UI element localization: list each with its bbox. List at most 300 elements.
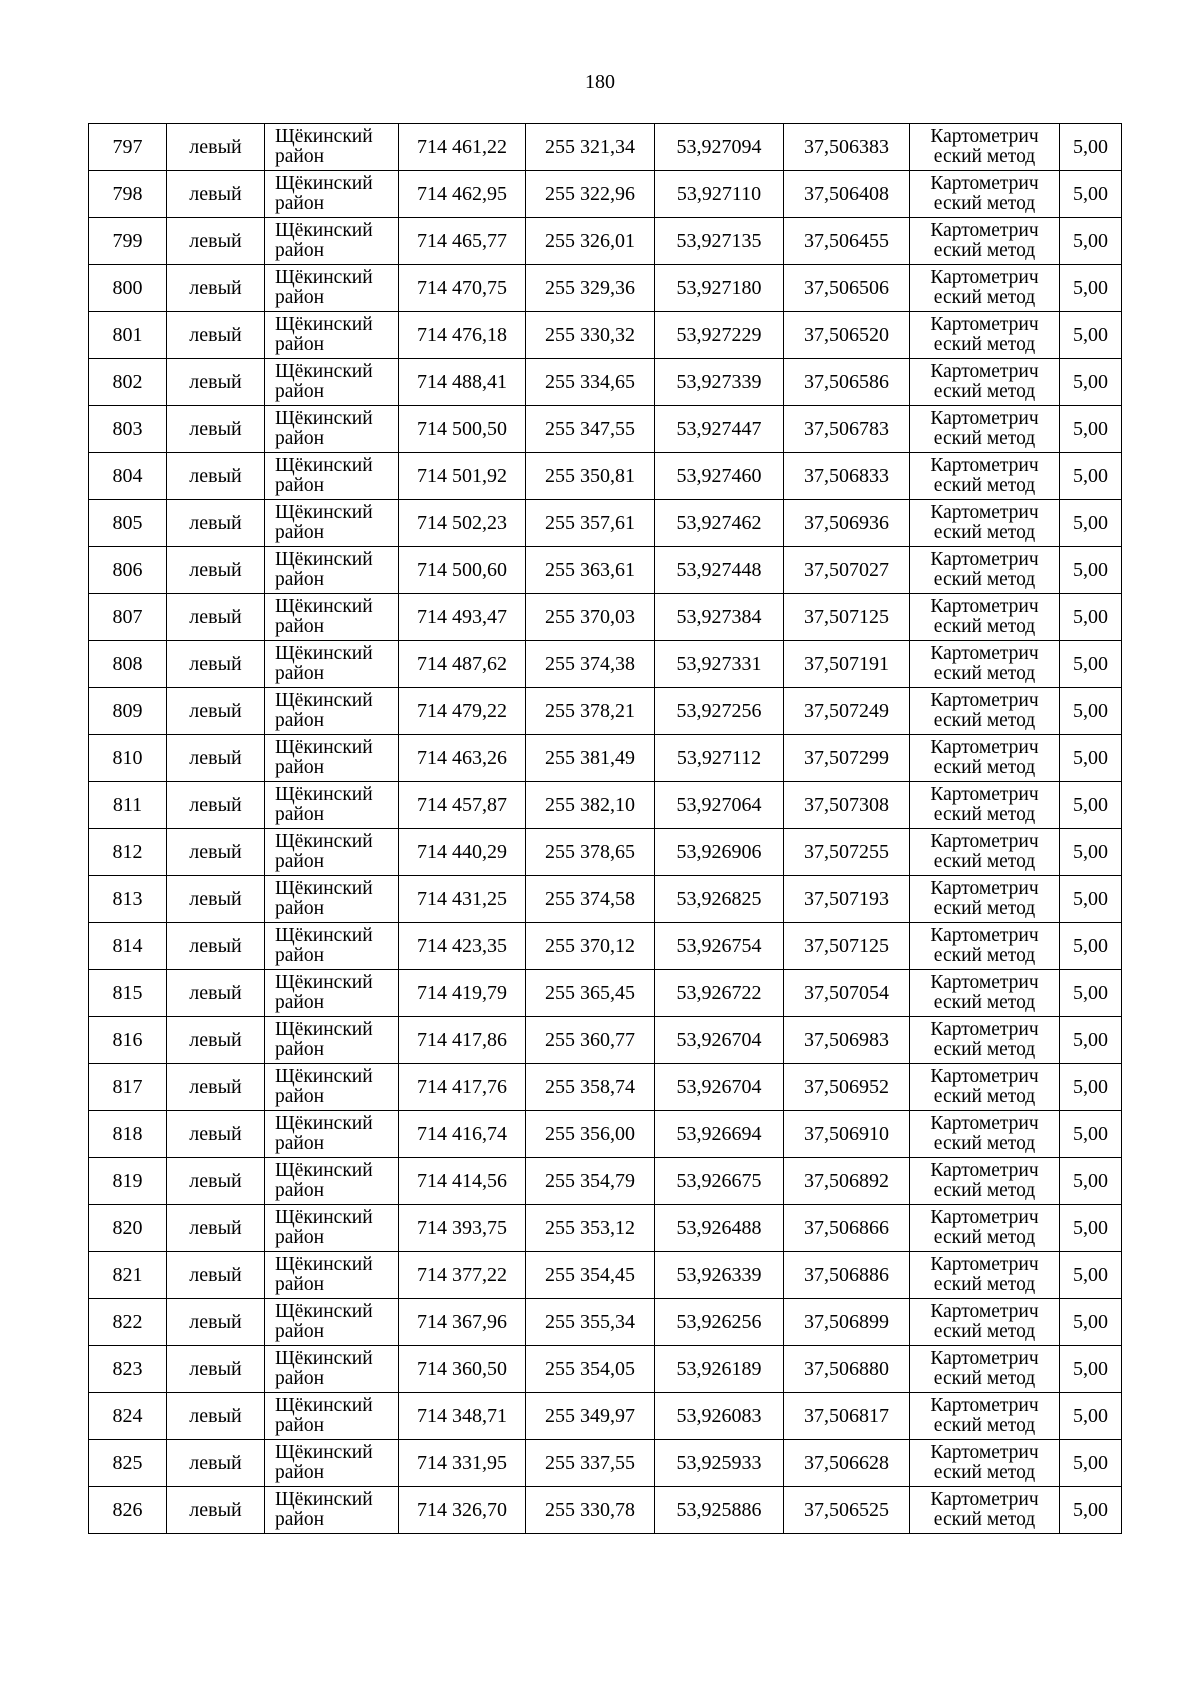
bank-side-cell: левый <box>167 594 265 641</box>
x-coordinate-cell: 714 414,56 <box>399 1158 526 1205</box>
latitude-cell: 53,926694 <box>655 1111 784 1158</box>
bank-side-cell: левый <box>167 1299 265 1346</box>
method-text: Картометрич <box>930 455 1039 476</box>
longitude-cell: 37,506983 <box>784 1017 910 1064</box>
table-row <box>89 406 1122 453</box>
district-text: Щёкинский <box>275 878 373 899</box>
accuracy-cell: 5,00 <box>1060 453 1122 500</box>
y-coordinate-cell: 255 353,12 <box>526 1205 655 1252</box>
district-cell <box>265 1487 399 1534</box>
table-row <box>89 1252 1122 1299</box>
latitude-cell: 53,926722 <box>655 970 784 1017</box>
longitude-cell: 37,506886 <box>784 1252 910 1299</box>
district-text: район <box>275 569 325 590</box>
district-text: район <box>275 1462 325 1483</box>
method-text: Картометрич <box>930 1348 1039 1369</box>
latitude-cell: 53,926704 <box>655 1064 784 1111</box>
district-text: район <box>275 1368 325 1389</box>
district-text: Щёкинский <box>275 314 373 335</box>
table-row <box>89 312 1122 359</box>
x-coordinate-cell: 714 440,29 <box>399 829 526 876</box>
district-text: Щёкинский <box>275 1207 373 1228</box>
x-coordinate-cell: 714 487,62 <box>399 641 526 688</box>
y-coordinate-cell: 255 337,55 <box>526 1440 655 1487</box>
longitude-cell: 37,506892 <box>784 1158 910 1205</box>
accuracy-cell: 5,00 <box>1060 171 1122 218</box>
method-text: еский метод <box>933 945 1036 966</box>
method-cell <box>910 1252 1060 1299</box>
method-cell <box>910 1393 1060 1440</box>
latitude-cell: 53,926704 <box>655 1017 784 1064</box>
longitude-cell: 37,506866 <box>784 1205 910 1252</box>
method-cell <box>910 500 1060 547</box>
district-text: Щёкинский <box>275 925 373 946</box>
method-text: Картометрич <box>930 1489 1039 1510</box>
method-text: еский метод <box>933 1415 1036 1436</box>
method-text: еский метод <box>933 240 1036 261</box>
y-coordinate-cell: 255 357,61 <box>526 500 655 547</box>
method-cell <box>910 970 1060 1017</box>
bank-side-cell: левый <box>167 876 265 923</box>
district-text: Щёкинский <box>275 1301 373 1322</box>
method-text: Картометрич <box>930 220 1039 241</box>
y-coordinate-cell: 255 374,38 <box>526 641 655 688</box>
accuracy-cell: 5,00 <box>1060 876 1122 923</box>
bank-side-cell: левый <box>167 970 265 1017</box>
bank-side-cell: левый <box>167 453 265 500</box>
district-text: район <box>275 1509 325 1530</box>
table-row <box>89 876 1122 923</box>
y-coordinate-cell: 255 334,65 <box>526 359 655 406</box>
method-text: Картометрич <box>930 1160 1039 1181</box>
longitude-cell: 37,507191 <box>784 641 910 688</box>
y-coordinate-cell: 255 370,12 <box>526 923 655 970</box>
district-text: Щёкинский <box>275 1113 373 1134</box>
point-number-cell: 826 <box>89 1487 167 1534</box>
district-text: район <box>275 428 325 449</box>
longitude-cell: 37,507125 <box>784 923 910 970</box>
latitude-cell: 53,927064 <box>655 782 784 829</box>
accuracy-cell: 5,00 <box>1060 1487 1122 1534</box>
method-cell <box>910 1205 1060 1252</box>
method-cell <box>910 1487 1060 1534</box>
latitude-cell: 53,927110 <box>655 171 784 218</box>
method-cell <box>910 641 1060 688</box>
latitude-cell: 53,927180 <box>655 265 784 312</box>
district-cell <box>265 829 399 876</box>
x-coordinate-cell: 714 431,25 <box>399 876 526 923</box>
point-number-cell: 824 <box>89 1393 167 1440</box>
point-number-cell: 811 <box>89 782 167 829</box>
bank-side-cell: левый <box>167 406 265 453</box>
bank-side-cell: левый <box>167 547 265 594</box>
longitude-cell: 37,506910 <box>784 1111 910 1158</box>
longitude-cell: 37,506936 <box>784 500 910 547</box>
method-text: еский метод <box>933 1086 1036 1107</box>
longitude-cell: 37,507255 <box>784 829 910 876</box>
district-text: район <box>275 334 325 355</box>
point-number-cell: 802 <box>89 359 167 406</box>
district-cell <box>265 641 399 688</box>
method-text: Картометрич <box>930 878 1039 899</box>
longitude-cell: 37,506833 <box>784 453 910 500</box>
district-cell <box>265 265 399 312</box>
district-text: Щёкинский <box>275 784 373 805</box>
district-text: район <box>275 1415 325 1436</box>
point-number-cell: 808 <box>89 641 167 688</box>
method-cell <box>910 688 1060 735</box>
table-row <box>89 594 1122 641</box>
accuracy-cell: 5,00 <box>1060 1299 1122 1346</box>
y-coordinate-cell: 255 321,34 <box>526 124 655 171</box>
district-cell <box>265 359 399 406</box>
method-text: еский метод <box>933 1321 1036 1342</box>
page-number: 180 <box>585 71 615 93</box>
y-coordinate-cell: 255 350,81 <box>526 453 655 500</box>
method-text: еский метод <box>933 287 1036 308</box>
longitude-cell: 37,506586 <box>784 359 910 406</box>
district-text: Щёкинский <box>275 1066 373 1087</box>
bank-side-cell: левый <box>167 359 265 406</box>
district-text: Щёкинский <box>275 1442 373 1463</box>
x-coordinate-cell: 714 476,18 <box>399 312 526 359</box>
district-text: район <box>275 663 325 684</box>
district-cell <box>265 1252 399 1299</box>
table-row <box>89 218 1122 265</box>
method-text: Картометрич <box>930 267 1039 288</box>
method-cell <box>910 312 1060 359</box>
district-text: район <box>275 898 325 919</box>
accuracy-cell: 5,00 <box>1060 1252 1122 1299</box>
district-text: район <box>275 757 325 778</box>
bank-side-cell: левый <box>167 1064 265 1111</box>
x-coordinate-cell: 714 417,76 <box>399 1064 526 1111</box>
y-coordinate-cell: 255 330,78 <box>526 1487 655 1534</box>
y-coordinate-cell: 255 378,65 <box>526 829 655 876</box>
method-text: еский метод <box>933 1462 1036 1483</box>
latitude-cell: 53,927229 <box>655 312 784 359</box>
longitude-cell: 37,507249 <box>784 688 910 735</box>
method-cell <box>910 1158 1060 1205</box>
method-text: еский метод <box>933 428 1036 449</box>
district-cell <box>265 876 399 923</box>
method-text: еский метод <box>933 616 1036 637</box>
method-text: Картометрич <box>930 925 1039 946</box>
y-coordinate-cell: 255 360,77 <box>526 1017 655 1064</box>
method-text: еский метод <box>933 663 1036 684</box>
method-cell <box>910 124 1060 171</box>
accuracy-cell: 5,00 <box>1060 594 1122 641</box>
method-text: Картометрич <box>930 1301 1039 1322</box>
y-coordinate-cell: 255 326,01 <box>526 218 655 265</box>
bank-side-cell: левый <box>167 923 265 970</box>
method-text: Картометрич <box>930 972 1039 993</box>
method-text: еский метод <box>933 1274 1036 1295</box>
method-text: еский метод <box>933 475 1036 496</box>
method-cell <box>910 1440 1060 1487</box>
y-coordinate-cell: 255 378,21 <box>526 688 655 735</box>
latitude-cell: 53,926256 <box>655 1299 784 1346</box>
point-number-cell: 814 <box>89 923 167 970</box>
method-text: Картометрич <box>930 596 1039 617</box>
point-number-cell: 800 <box>89 265 167 312</box>
latitude-cell: 53,927112 <box>655 735 784 782</box>
bank-side-cell: левый <box>167 312 265 359</box>
table-row <box>89 829 1122 876</box>
method-text: еский метод <box>933 522 1036 543</box>
accuracy-cell: 5,00 <box>1060 782 1122 829</box>
district-text: Щёкинский <box>275 408 373 429</box>
district-cell <box>265 312 399 359</box>
longitude-cell: 37,506817 <box>784 1393 910 1440</box>
district-text: Щёкинский <box>275 173 373 194</box>
district-cell <box>265 406 399 453</box>
x-coordinate-cell: 714 419,79 <box>399 970 526 1017</box>
district-cell <box>265 735 399 782</box>
district-text: район <box>275 522 325 543</box>
latitude-cell: 53,926754 <box>655 923 784 970</box>
point-number-cell: 801 <box>89 312 167 359</box>
district-text: район <box>275 287 325 308</box>
district-text: район <box>275 1039 325 1060</box>
point-number-cell: 812 <box>89 829 167 876</box>
method-text: Картометрич <box>930 1019 1039 1040</box>
x-coordinate-cell: 714 488,41 <box>399 359 526 406</box>
district-text: Щёкинский <box>275 455 373 476</box>
table-body <box>89 124 1122 1534</box>
bank-side-cell: левый <box>167 124 265 171</box>
district-cell <box>265 1111 399 1158</box>
district-text: Щёкинский <box>275 1489 373 1510</box>
point-number-cell: 810 <box>89 735 167 782</box>
district-text: Щёкинский <box>275 1348 373 1369</box>
latitude-cell: 53,927094 <box>655 124 784 171</box>
method-text: Картометрич <box>930 690 1039 711</box>
longitude-cell: 37,506952 <box>784 1064 910 1111</box>
accuracy-cell: 5,00 <box>1060 970 1122 1017</box>
method-cell <box>910 1111 1060 1158</box>
y-coordinate-cell: 255 382,10 <box>526 782 655 829</box>
y-coordinate-cell: 255 330,32 <box>526 312 655 359</box>
method-text: Картометрич <box>930 1442 1039 1463</box>
point-number-cell: 797 <box>89 124 167 171</box>
latitude-cell: 53,926083 <box>655 1393 784 1440</box>
point-number-cell: 818 <box>89 1111 167 1158</box>
method-text: Картометрич <box>930 1207 1039 1228</box>
accuracy-cell: 5,00 <box>1060 312 1122 359</box>
district-text: район <box>275 945 325 966</box>
latitude-cell: 53,927448 <box>655 547 784 594</box>
bank-side-cell: левый <box>167 1017 265 1064</box>
longitude-cell: 37,506783 <box>784 406 910 453</box>
latitude-cell: 53,926906 <box>655 829 784 876</box>
method-text: Картометрич <box>930 1113 1039 1134</box>
method-text: еский метод <box>933 757 1036 778</box>
x-coordinate-cell: 714 457,87 <box>399 782 526 829</box>
district-text: Щёкинский <box>275 1395 373 1416</box>
longitude-cell: 37,507308 <box>784 782 910 829</box>
longitude-cell: 37,507125 <box>784 594 910 641</box>
district-text: Щёкинский <box>275 1160 373 1181</box>
y-coordinate-cell: 255 322,96 <box>526 171 655 218</box>
method-text: еский метод <box>933 992 1036 1013</box>
district-text: Щёкинский <box>275 643 373 664</box>
accuracy-cell: 5,00 <box>1060 547 1122 594</box>
x-coordinate-cell: 714 462,95 <box>399 171 526 218</box>
district-cell <box>265 500 399 547</box>
table-row <box>89 359 1122 406</box>
bank-side-cell: левый <box>167 1346 265 1393</box>
point-number-cell: 813 <box>89 876 167 923</box>
latitude-cell: 53,927339 <box>655 359 784 406</box>
district-text: район <box>275 193 325 214</box>
accuracy-cell: 5,00 <box>1060 688 1122 735</box>
method-cell <box>910 265 1060 312</box>
method-text: еский метод <box>933 1039 1036 1060</box>
y-coordinate-cell: 255 374,58 <box>526 876 655 923</box>
method-text: Картометрич <box>930 173 1039 194</box>
district-cell <box>265 1440 399 1487</box>
bank-side-cell: левый <box>167 641 265 688</box>
method-cell <box>910 829 1060 876</box>
method-text: Картометрич <box>930 361 1039 382</box>
method-cell <box>910 1017 1060 1064</box>
district-cell <box>265 1205 399 1252</box>
method-text: Картометрич <box>930 737 1039 758</box>
accuracy-cell: 5,00 <box>1060 1346 1122 1393</box>
district-text: район <box>275 1321 325 1342</box>
method-text: Картометрич <box>930 549 1039 570</box>
district-text: район <box>275 992 325 1013</box>
method-cell <box>910 782 1060 829</box>
accuracy-cell: 5,00 <box>1060 1064 1122 1111</box>
x-coordinate-cell: 714 416,74 <box>399 1111 526 1158</box>
accuracy-cell: 5,00 <box>1060 1440 1122 1487</box>
bank-side-cell: левый <box>167 1158 265 1205</box>
district-cell <box>265 688 399 735</box>
table-row <box>89 735 1122 782</box>
method-text: Картометрич <box>930 643 1039 664</box>
method-text: еский метод <box>933 569 1036 590</box>
method-cell <box>910 171 1060 218</box>
method-text: Картометрич <box>930 1066 1039 1087</box>
method-text: еский метод <box>933 898 1036 919</box>
x-coordinate-cell: 714 465,77 <box>399 218 526 265</box>
x-coordinate-cell: 714 470,75 <box>399 265 526 312</box>
accuracy-cell: 5,00 <box>1060 500 1122 547</box>
district-cell <box>265 124 399 171</box>
bank-side-cell: левый <box>167 1487 265 1534</box>
method-text: еский метод <box>933 1133 1036 1154</box>
table-row <box>89 1487 1122 1534</box>
table-row <box>89 453 1122 500</box>
point-number-cell: 817 <box>89 1064 167 1111</box>
point-number-cell: 809 <box>89 688 167 735</box>
table-row <box>89 500 1122 547</box>
point-number-cell: 798 <box>89 171 167 218</box>
district-cell <box>265 1158 399 1205</box>
point-number-cell: 816 <box>89 1017 167 1064</box>
method-text: Картометрич <box>930 502 1039 523</box>
table-row <box>89 923 1122 970</box>
point-number-cell: 803 <box>89 406 167 453</box>
method-cell <box>910 1346 1060 1393</box>
x-coordinate-cell: 714 377,22 <box>399 1252 526 1299</box>
latitude-cell: 53,927447 <box>655 406 784 453</box>
method-text: Картометрич <box>930 126 1039 147</box>
accuracy-cell: 5,00 <box>1060 265 1122 312</box>
accuracy-cell: 5,00 <box>1060 218 1122 265</box>
point-number-cell: 805 <box>89 500 167 547</box>
method-text: Картометрич <box>930 1395 1039 1416</box>
x-coordinate-cell: 714 500,50 <box>399 406 526 453</box>
x-coordinate-cell: 714 331,95 <box>399 1440 526 1487</box>
latitude-cell: 53,925886 <box>655 1487 784 1534</box>
x-coordinate-cell: 714 463,26 <box>399 735 526 782</box>
table-row <box>89 782 1122 829</box>
accuracy-cell: 5,00 <box>1060 1111 1122 1158</box>
accuracy-cell: 5,00 <box>1060 735 1122 782</box>
district-text: Щёкинский <box>275 126 373 147</box>
method-text: еский метод <box>933 381 1036 402</box>
longitude-cell: 37,506383 <box>784 124 910 171</box>
method-cell <box>910 1064 1060 1111</box>
district-cell <box>265 923 399 970</box>
point-number-cell: 819 <box>89 1158 167 1205</box>
district-cell <box>265 171 399 218</box>
method-text: еский метод <box>933 710 1036 731</box>
bank-side-cell: левый <box>167 265 265 312</box>
latitude-cell: 53,925933 <box>655 1440 784 1487</box>
method-text: Картометрич <box>930 314 1039 335</box>
accuracy-cell: 5,00 <box>1060 641 1122 688</box>
table-row <box>89 1111 1122 1158</box>
y-coordinate-cell: 255 363,61 <box>526 547 655 594</box>
method-text: Картометрич <box>930 408 1039 429</box>
point-number-cell: 825 <box>89 1440 167 1487</box>
district-text: район <box>275 240 325 261</box>
latitude-cell: 53,926675 <box>655 1158 784 1205</box>
method-cell <box>910 876 1060 923</box>
y-coordinate-cell: 255 358,74 <box>526 1064 655 1111</box>
district-text: Щёкинский <box>275 1254 373 1275</box>
latitude-cell: 53,926339 <box>655 1252 784 1299</box>
bank-side-cell: левый <box>167 1205 265 1252</box>
method-text: еский метод <box>933 146 1036 167</box>
table-row <box>89 124 1122 171</box>
accuracy-cell: 5,00 <box>1060 406 1122 453</box>
y-coordinate-cell: 255 354,45 <box>526 1252 655 1299</box>
y-coordinate-cell: 255 354,79 <box>526 1158 655 1205</box>
method-cell <box>910 923 1060 970</box>
longitude-cell: 37,507027 <box>784 547 910 594</box>
table-row <box>89 1017 1122 1064</box>
district-cell <box>265 1346 399 1393</box>
table-row <box>89 547 1122 594</box>
method-cell <box>910 406 1060 453</box>
district-text: Щёкинский <box>275 1019 373 1040</box>
method-text: Картометрич <box>930 1254 1039 1275</box>
district-text: Щёкинский <box>275 220 373 241</box>
district-text: Щёкинский <box>275 502 373 523</box>
district-text: Щёкинский <box>275 361 373 382</box>
point-number-cell: 820 <box>89 1205 167 1252</box>
accuracy-cell: 5,00 <box>1060 1017 1122 1064</box>
table-row <box>89 1440 1122 1487</box>
method-cell <box>910 359 1060 406</box>
accuracy-cell: 5,00 <box>1060 923 1122 970</box>
bank-side-cell: левый <box>167 1393 265 1440</box>
